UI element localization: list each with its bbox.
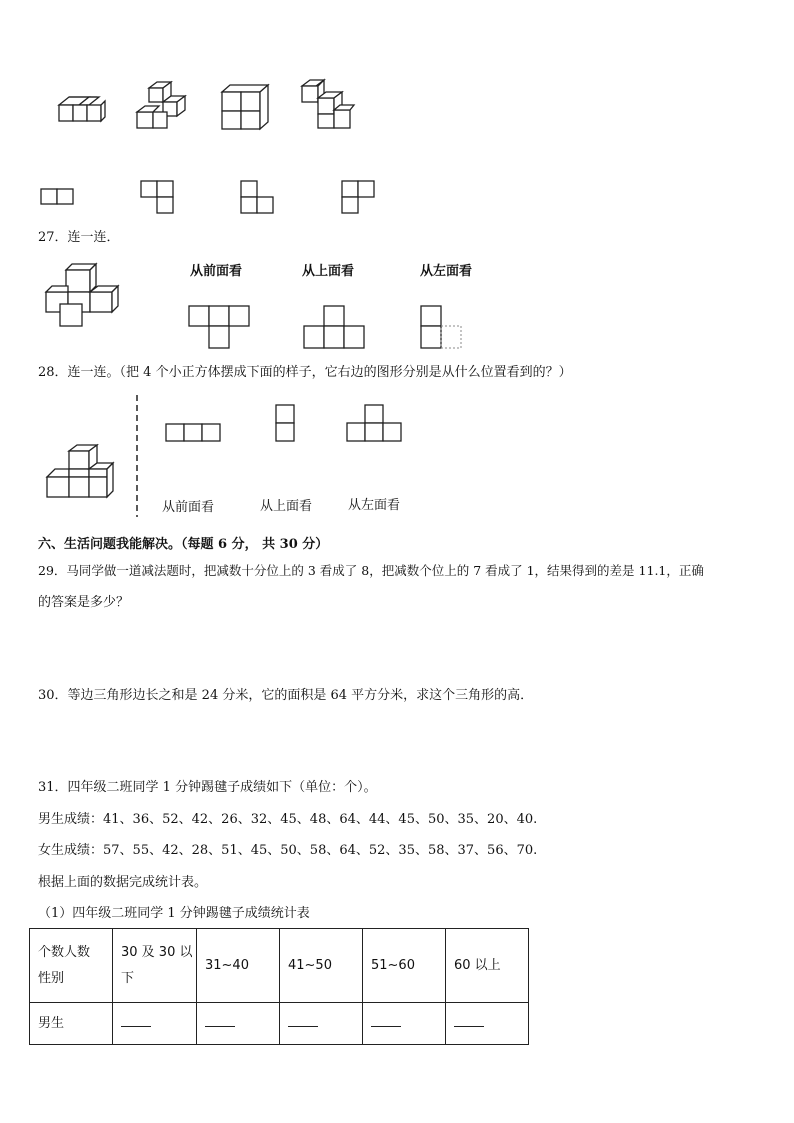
cube-figure-3 [220,82,272,132]
header-cell-31-40: 31~40 [197,929,280,1003]
view-shape-c [240,180,276,216]
q31-intro: 31．四年级二班同学 1 分钟踢毽子成绩如下（单位：个）。 [38,780,377,795]
blank-cell[interactable] [363,1003,446,1045]
q28-view-shape-1 [165,423,223,443]
table-corner-cell [30,929,113,1003]
answer-blank[interactable] [121,1014,151,1027]
q27-view-top-label: 从上面看 [302,264,355,279]
score-statistics-table [29,928,529,1045]
q28-view-top-label: 从上面看 [260,499,313,514]
answer-blank[interactable] [454,1014,484,1027]
q30-text: 30．等边三角形边长之和是 24 分米，它的面积是 64 平方分米，求这个三角形的高． [38,688,534,703]
cube-figure-2 [135,80,190,132]
answer-blank[interactable] [288,1014,318,1027]
q28-view-shape-3 [346,404,404,444]
blank-cell[interactable] [113,1003,197,1045]
q28-label: 28．连一连。（把 4 个小正方体摆成下面的样子，它右边的图形分别是从什么位置看到的？） [38,365,572,380]
q29-line2: 的答案是多少？ [38,595,130,610]
header-cell-41-50: 41~50 [280,929,363,1003]
q27-view-shape-3 [420,305,464,351]
q27-view-shape-2 [303,305,367,351]
q27-view-front-label: 从前面看 [190,264,243,279]
header-30-below-line2: 下 [121,970,135,986]
corner-bottom-label: 性别 [38,970,65,986]
answer-blank[interactable] [205,1014,235,1027]
header-30-below-line1: 30 及 30 以 [121,944,193,960]
q29-line1: 29．马同学做一道减法题时，把减数十分位上的 3 看成了 8，把减数个位上的 7 看成了 1，结果得到的差是 11.1，正确 [38,563,704,578]
q28-divider-dashed-line [135,395,139,520]
view-shape-a [40,188,76,206]
q27-cube-figure [42,262,122,330]
view-shape-d [341,180,377,216]
q28-view-left-label: 从左面看 [348,498,401,513]
q28-view-front-label: 从前面看 [162,500,215,515]
table-header-row [30,929,529,1003]
table-row-boys [30,1003,529,1045]
q28-cube-figure [45,443,125,499]
blank-cell[interactable] [446,1003,529,1045]
q27-view-left-label: 从左面看 [420,264,473,279]
q31-boys-scores: 男生成绩：41、36、52、42、26、32、45、48、64、44、45、50、35、20、40. [38,812,538,827]
q31-table-title: （1）四年级二班同学 1 分钟踢毽子成绩统计表 [38,906,310,921]
corner-top-label: 个数人数 [38,944,91,960]
header-cell-60-above: 60 以上 [446,929,529,1003]
q27-label: 27．连一连． [38,230,120,245]
blank-cell[interactable] [280,1003,363,1045]
header-cell-30-below [113,929,197,1003]
cube-figure-4 [298,78,356,132]
section-6-title: 六、生活问题我能解决。（每题 6 分， 共 30 分） [38,537,329,552]
blank-cell[interactable] [197,1003,280,1045]
answer-blank[interactable] [371,1014,401,1027]
row-label-boys: 男生 [30,1003,113,1045]
q28-view-shape-2 [275,404,297,444]
cube-figure-1 [55,93,105,133]
q31-girls-scores: 女生成绩：57、55、42、28、51、45、50、58、64、52、35、58、37、56、70. [38,843,538,858]
q31-instruction: 根据上面的数据完成统计表。 [38,875,208,890]
q27-view-shape-1 [188,305,252,351]
header-cell-51-60: 51~60 [363,929,446,1003]
view-shape-b [140,180,176,216]
